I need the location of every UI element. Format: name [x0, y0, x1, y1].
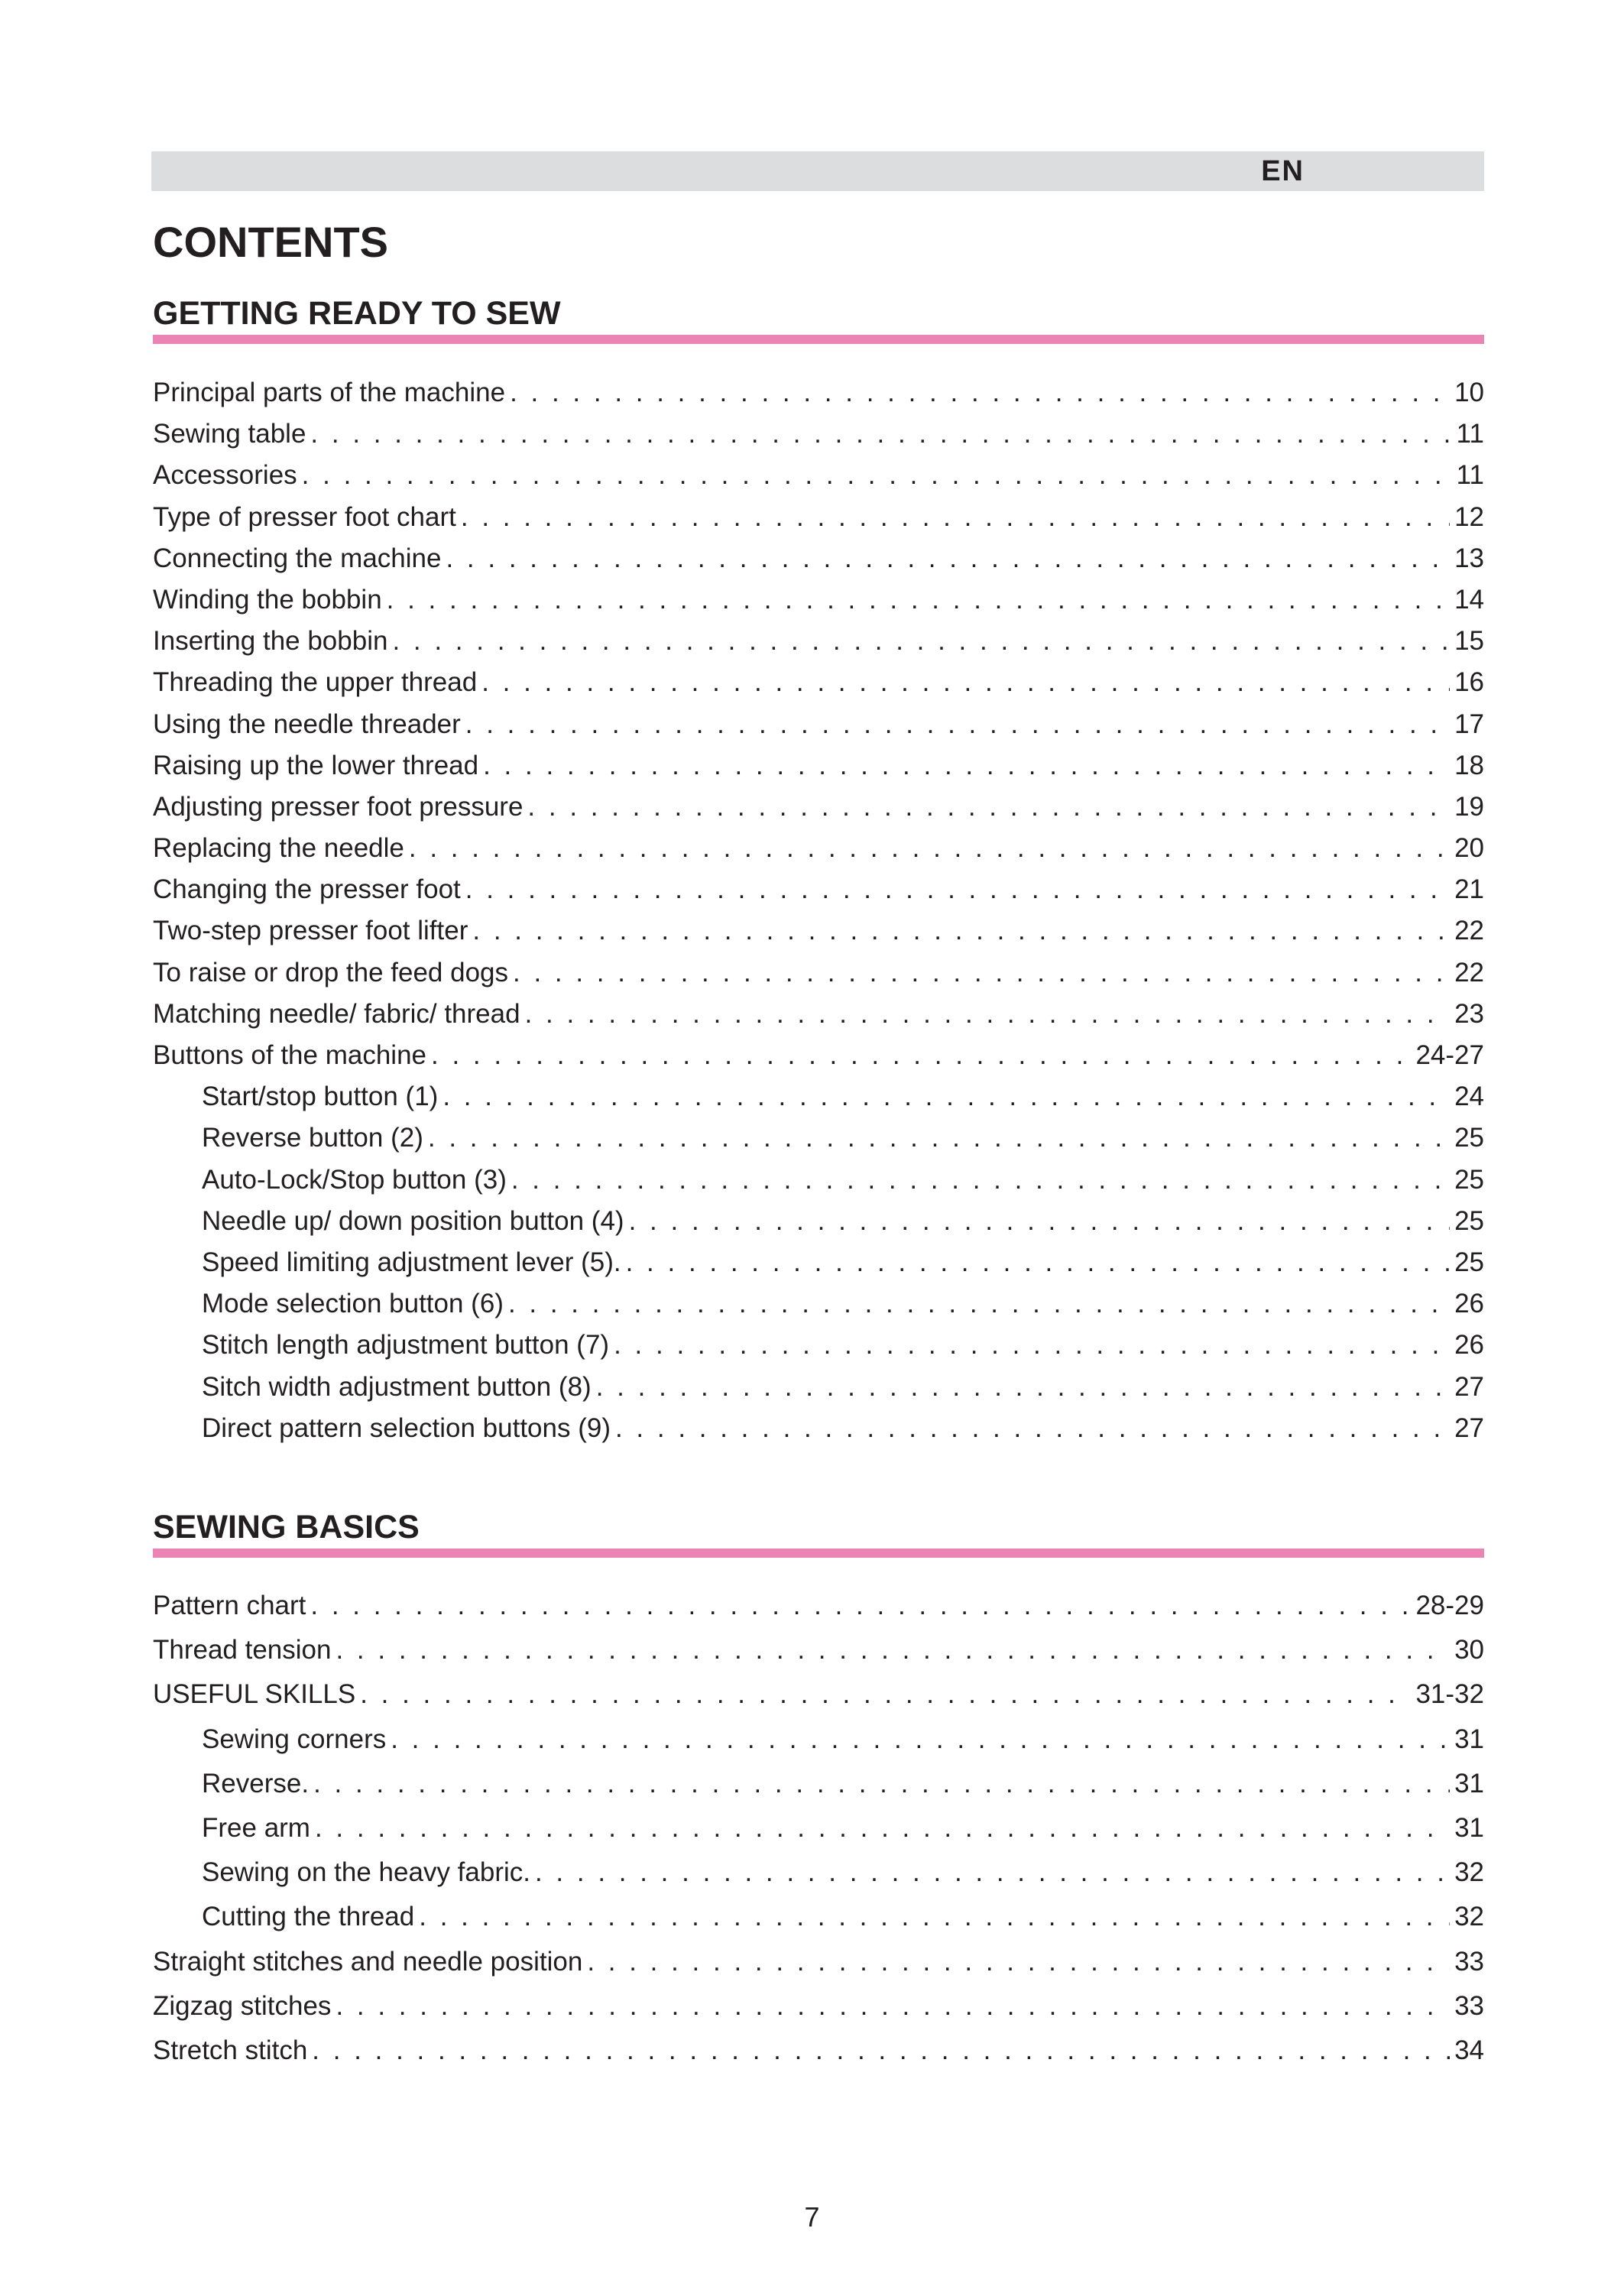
toc-entry-label: Connecting the machine — [153, 543, 442, 573]
toc-entry-label: Pattern chart — [153, 1591, 306, 1620]
toc-entry-label: Threading the upper thread — [153, 667, 478, 698]
page-title: CONTENTS — [153, 218, 388, 266]
dot-leader — [335, 1984, 1450, 2029]
toc-entry[interactable] — [153, 994, 1484, 1035]
dot-leader — [465, 704, 1450, 745]
toc-entry-label: Matching needle/ fabric/ thread — [153, 998, 520, 1029]
toc-entry-label: Sewing corners — [202, 1724, 387, 1754]
toc-entry[interactable] — [153, 372, 1484, 414]
toc-entry-label: Start/stop button (1) — [202, 1082, 439, 1112]
toc-entry-label: Auto-Lock/Stop button (3) — [202, 1164, 507, 1195]
toc-subentry[interactable] — [153, 1242, 1484, 1283]
toc-subentry[interactable] — [153, 1076, 1484, 1117]
toc-entry-page: 24 — [1454, 1082, 1484, 1112]
toc-entry-label: Replacing the needle — [153, 833, 404, 864]
dot-leader — [446, 538, 1450, 579]
toc-entry-page: 15 — [1454, 626, 1484, 657]
toc-entry-label: Adjusting presser foot pressure — [153, 791, 524, 822]
toc-entry[interactable] — [153, 1984, 1484, 2029]
toc-entry-label: Buttons of the machine — [153, 1040, 426, 1070]
toc-entry-page: 25 — [1454, 1164, 1484, 1195]
toc-entry[interactable] — [153, 538, 1484, 579]
toc-subentry[interactable] — [153, 1283, 1484, 1325]
toc-entry-page: 11 — [1456, 419, 1484, 449]
toc-entry-page: 13 — [1454, 543, 1484, 573]
toc-entry-page: 28-29 — [1415, 1591, 1484, 1620]
dot-leader — [392, 621, 1450, 662]
toc-subentry[interactable] — [153, 1117, 1484, 1159]
dot-leader — [442, 1076, 1450, 1117]
toc-entry[interactable] — [153, 952, 1484, 994]
toc-subentry[interactable] — [153, 1408, 1484, 1449]
dot-leader — [312, 2029, 1450, 2073]
toc-entry-page: 16 — [1454, 667, 1484, 698]
toc-entry-page: 25 — [1454, 1123, 1484, 1153]
toc-entry-page: 10 — [1454, 378, 1484, 407]
toc-entry-label: Raising up the lower thread — [153, 750, 479, 780]
toc-entry-page: 31 — [1454, 1812, 1484, 1843]
toc-entry-label: To raise or drop the feed dogs — [153, 957, 509, 988]
toc-entry-label: Sewing table — [153, 419, 306, 449]
toc-entry-label: Using the needle threader — [153, 709, 461, 739]
toc-entry-label: Free arm — [202, 1812, 310, 1843]
toc-entry-page: 31 — [1454, 1724, 1484, 1754]
dot-leader — [615, 1408, 1450, 1449]
toc-entry-page: 33 — [1454, 1990, 1484, 2021]
toc-entry[interactable] — [153, 1672, 1484, 1717]
toc-entry-page: 12 — [1454, 501, 1484, 532]
toc-entry[interactable] — [153, 869, 1484, 910]
toc-subentry[interactable] — [153, 1762, 1484, 1806]
dot-leader — [387, 579, 1450, 621]
toc-entry-label: Speed limiting adjustment lever (5). — [202, 1247, 621, 1277]
toc-entry-page: 30 — [1454, 1635, 1484, 1665]
dot-leader — [391, 1717, 1450, 1762]
toc-entry-label: Winding the bobbin — [153, 584, 382, 615]
toc-list — [153, 372, 1484, 1449]
toc-entry[interactable] — [153, 1628, 1484, 1672]
dot-leader — [461, 497, 1450, 538]
dot-leader — [419, 1895, 1450, 1939]
toc-entry-page: 32 — [1454, 1857, 1484, 1888]
toc-entry[interactable] — [153, 2029, 1484, 2073]
toc-entry-label: Straight stitches and needle position — [153, 1946, 583, 1977]
toc-entry-label: Accessories — [153, 460, 297, 491]
toc-entry-page: 26 — [1454, 1289, 1484, 1319]
section-divider — [153, 1549, 1484, 1558]
dot-leader — [510, 372, 1450, 414]
toc-subentry[interactable] — [153, 1717, 1484, 1762]
toc-entry-label: Zigzag stitches — [153, 1990, 332, 2021]
toc-entry-label: Sewing on the heavy fabric. — [202, 1857, 530, 1888]
toc-entry-label: Reverse. — [202, 1768, 310, 1798]
toc-entry[interactable] — [153, 1940, 1484, 1984]
dot-leader — [428, 1117, 1450, 1159]
toc-entry-label: Needle up/ down position button (4) — [202, 1205, 624, 1236]
toc-entry[interactable] — [153, 497, 1484, 538]
toc-entry-page: 24-27 — [1415, 1040, 1484, 1070]
toc-entry[interactable] — [153, 910, 1484, 952]
toc-subentry[interactable] — [153, 1159, 1484, 1201]
toc-entry-page: 22 — [1454, 916, 1484, 946]
dot-leader — [629, 1201, 1450, 1242]
toc-subentry[interactable] — [153, 1325, 1484, 1366]
toc-entry-page: 31-32 — [1415, 1679, 1484, 1710]
section-sewing-basics — [153, 1506, 1484, 2073]
toc-entry[interactable] — [153, 704, 1484, 745]
toc-entry-label: Cutting the thread — [202, 1902, 415, 1932]
toc-entry[interactable] — [153, 662, 1484, 703]
toc-entry-label: Mode selection button (6) — [202, 1289, 504, 1319]
toc-entry-page: 27 — [1454, 1371, 1484, 1402]
dot-leader — [465, 869, 1450, 910]
toc-entry-page: 25 — [1454, 1247, 1484, 1277]
toc-entry-page: 11 — [1456, 460, 1484, 491]
toc-entry-label: Thread tension — [153, 1635, 332, 1665]
toc-entry-page: 32 — [1454, 1902, 1484, 1932]
toc-entry-label: Changing the presser foot — [153, 874, 461, 905]
toc-subentry[interactable] — [153, 1201, 1484, 1242]
dot-leader — [483, 745, 1450, 786]
toc-entry-page: 21 — [1454, 874, 1484, 905]
toc-entry-page: 18 — [1454, 750, 1484, 780]
dot-leader — [535, 1850, 1450, 1895]
dot-leader — [310, 1584, 1411, 1628]
toc-entry[interactable] — [153, 579, 1484, 621]
toc-subentry[interactable] — [153, 1806, 1484, 1850]
toc-entry-label: Stitch length adjustment button (7) — [202, 1330, 610, 1361]
toc-entry-label: Stretch stitch — [153, 2035, 308, 2065]
toc-entry[interactable] — [153, 786, 1484, 828]
section-divider — [153, 335, 1484, 344]
toc-entry-page: 20 — [1454, 833, 1484, 864]
dot-leader — [335, 1628, 1450, 1672]
toc-entry-label: Sitch width adjustment button (8) — [202, 1371, 592, 1402]
dot-leader — [431, 1035, 1411, 1076]
toc-entry-page: 34 — [1454, 2035, 1484, 2065]
dot-leader — [315, 1806, 1450, 1850]
dot-leader — [481, 662, 1450, 703]
section-getting-ready-to-sew — [153, 292, 1484, 1449]
toc-entry[interactable] — [153, 621, 1484, 662]
toc-entry-label: Two-step presser foot lifter — [153, 916, 468, 946]
toc-entry-label: Principal parts of the machine — [153, 378, 506, 407]
dot-leader — [587, 1940, 1450, 1984]
toc-entry[interactable] — [153, 745, 1484, 786]
dot-leader — [313, 1762, 1450, 1806]
toc-entry-label: Inserting the bobbin — [153, 626, 388, 657]
toc-entry-page: 19 — [1454, 791, 1484, 822]
dot-leader — [310, 414, 1451, 455]
section-title: GETTING READY TO SEW — [153, 295, 561, 332]
toc-subentry[interactable] — [153, 1850, 1484, 1895]
toc-entry-page: 31 — [1454, 1768, 1484, 1798]
dot-leader — [511, 1159, 1450, 1201]
dot-leader — [409, 828, 1450, 869]
section-title: SEWING BASICS — [153, 1509, 420, 1545]
toc-entry-page: 27 — [1454, 1412, 1484, 1443]
dot-leader — [360, 1672, 1411, 1717]
toc-entry-page: 25 — [1454, 1205, 1484, 1236]
toc-entry-page: 33 — [1454, 1946, 1484, 1977]
toc-entry-label: Reverse button (2) — [202, 1123, 423, 1153]
toc-subentry[interactable] — [153, 1367, 1484, 1408]
toc-entry[interactable] — [153, 1584, 1484, 1628]
dot-leader — [513, 952, 1450, 994]
dot-leader — [302, 455, 1452, 496]
dot-leader — [527, 786, 1450, 828]
toc-entry-page: 17 — [1454, 709, 1484, 739]
dot-leader — [596, 1367, 1450, 1408]
toc-entry-page: 14 — [1454, 584, 1484, 615]
toc-entry[interactable] — [153, 455, 1484, 496]
toc-entry-page: 26 — [1454, 1330, 1484, 1361]
toc-subentry[interactable] — [153, 1895, 1484, 1939]
dot-leader — [472, 910, 1450, 952]
toc-entry-page: 23 — [1454, 998, 1484, 1029]
page-number: 7 — [804, 2201, 820, 2233]
toc-list — [153, 1584, 1484, 2073]
toc-entry-label: Direct pattern selection buttons (9) — [202, 1412, 611, 1443]
language-header-bar — [151, 151, 1484, 191]
dot-leader — [626, 1242, 1450, 1283]
toc-entry[interactable] — [153, 414, 1484, 455]
toc-entry-label: USEFUL SKILLS — [153, 1679, 356, 1710]
toc-entry[interactable] — [153, 1035, 1484, 1076]
language-code: EN — [1261, 155, 1305, 187]
dot-leader — [508, 1283, 1450, 1325]
dot-leader — [525, 994, 1450, 1035]
toc-entry[interactable] — [153, 828, 1484, 869]
toc-entry-page: 22 — [1454, 957, 1484, 988]
toc-entry-label: Type of presser foot chart — [153, 501, 456, 532]
dot-leader — [614, 1325, 1450, 1366]
